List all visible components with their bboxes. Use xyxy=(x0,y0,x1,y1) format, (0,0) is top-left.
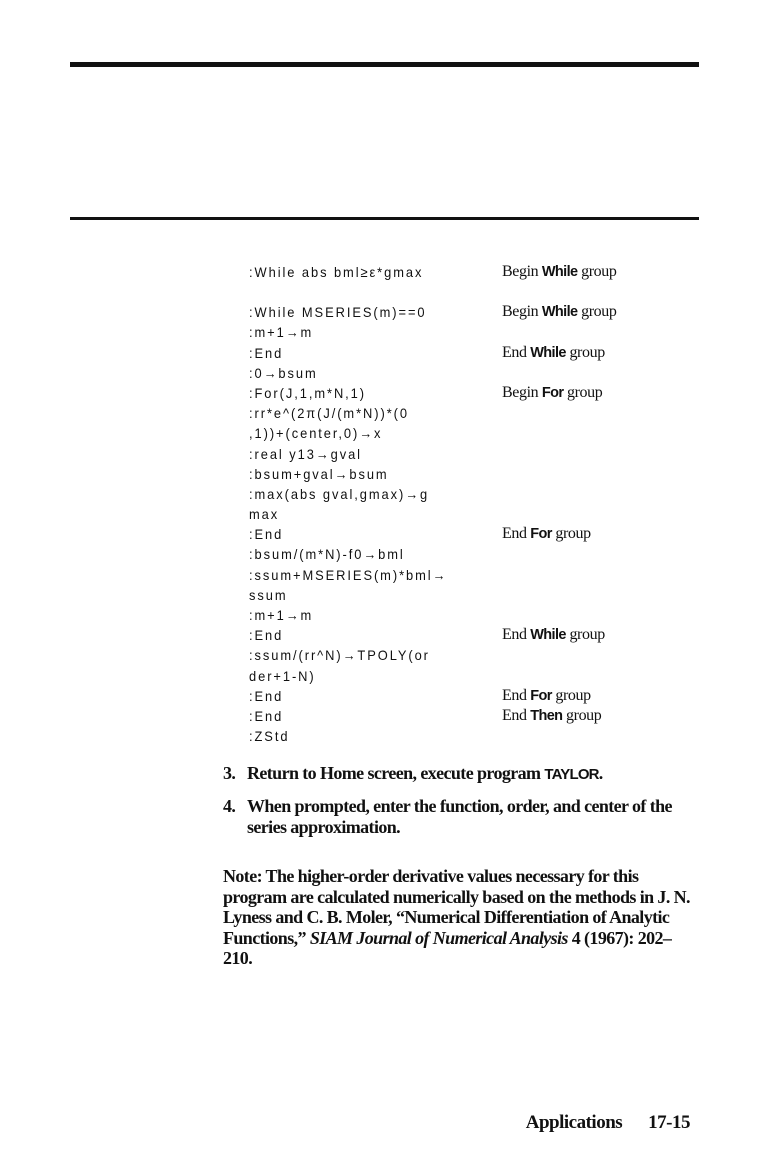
step-text: When prompted, enter the function, order, and center of the series approximation. xyxy=(247,796,672,837)
line-comment xyxy=(502,706,601,726)
program-line xyxy=(249,484,729,504)
note-label: Note: xyxy=(223,866,262,886)
program-line xyxy=(249,706,729,726)
program-line xyxy=(249,423,729,443)
line-comment xyxy=(502,343,605,363)
code-text: :ZStd xyxy=(249,728,290,745)
comment-suffix: group xyxy=(577,263,617,280)
program-line xyxy=(249,524,729,544)
code-text: ,1))+(center,0)→x xyxy=(249,425,383,442)
comment-keyword: For xyxy=(541,384,564,401)
comment-suffix: group xyxy=(577,303,617,321)
program-line xyxy=(249,645,729,665)
note-paragraph xyxy=(223,866,693,969)
comment-suffix: group xyxy=(562,706,602,724)
page-number: 17-15 xyxy=(648,1112,690,1133)
comment-prefix: End xyxy=(502,686,531,704)
comment-keyword: While xyxy=(541,304,578,321)
line-comment xyxy=(502,625,605,645)
comment-prefix: End xyxy=(502,343,531,361)
code-text: :End xyxy=(249,687,284,704)
comment-keyword: While xyxy=(530,344,566,361)
comment-keyword: Then xyxy=(530,707,563,724)
program-line xyxy=(249,565,729,585)
code-text: der+1-N) xyxy=(249,667,316,684)
code-text: :ssum+MSERIES(m)*bml→ xyxy=(249,566,448,583)
comment-suffix: group xyxy=(565,343,605,361)
code-text: :bsum+gval→bsum xyxy=(249,465,389,482)
section-rule xyxy=(70,217,699,220)
code-text: :real y13→gval xyxy=(249,445,362,462)
note-text: The higher-order derivative values necessary for this program are calculated numerically based on the methods in J. N. Lyness and C. B. Moler, “Numerical Differentiation of Analytic Functions,” xyxy=(223,866,690,948)
program-line xyxy=(249,464,729,484)
code-text: :End xyxy=(249,627,284,644)
comment-keyword: For xyxy=(530,687,552,704)
comment-prefix: Begin xyxy=(502,303,542,321)
program-line xyxy=(249,605,729,625)
program-line xyxy=(249,625,729,645)
code-text: :m+1→m xyxy=(249,324,314,341)
comment-suffix: group xyxy=(551,686,591,704)
program-line xyxy=(249,302,729,322)
program-line xyxy=(249,363,729,383)
step-number: 4. xyxy=(223,796,236,816)
comment-keyword: While xyxy=(541,264,578,280)
line-comment xyxy=(502,302,616,322)
code-text: :End xyxy=(249,344,284,361)
program-line xyxy=(249,544,729,564)
comment-prefix: End xyxy=(502,706,531,724)
comment-prefix: Begin xyxy=(502,263,542,280)
program-line xyxy=(249,444,729,464)
code-text: :While abs bml≥ε*gmax xyxy=(249,264,424,280)
line-comment xyxy=(502,686,591,706)
line-comment xyxy=(502,383,602,403)
footer-section: Applications xyxy=(525,1112,623,1133)
comment-prefix: Begin xyxy=(502,383,542,401)
comment-keyword: While xyxy=(530,627,566,644)
note-citation: 4 (1967): 202–210. xyxy=(223,927,672,968)
code-text: :max(abs gval,gmax)→g xyxy=(249,485,430,502)
code-text: :While MSERIES(m)==0 xyxy=(249,304,427,321)
program-line xyxy=(249,666,729,686)
top-rule xyxy=(70,62,699,67)
code-text: :0→bsum xyxy=(249,364,318,381)
program-line xyxy=(249,262,729,282)
comment-suffix: group xyxy=(563,383,603,401)
program-line xyxy=(249,403,729,423)
program-line xyxy=(249,504,729,524)
step-4 xyxy=(223,796,693,838)
comment-suffix: group xyxy=(551,525,591,543)
step-text-end: . xyxy=(598,763,603,783)
code-text: :rr*e^(2π(J/(m*N))*(0 xyxy=(249,405,409,422)
step-3 xyxy=(223,763,693,785)
comment-keyword: For xyxy=(530,526,552,543)
code-text: :m+1→m xyxy=(249,607,314,623)
code-text: ssum xyxy=(249,586,288,603)
step-number: 3. xyxy=(223,763,236,783)
steps-list xyxy=(223,763,693,849)
journal-title: SIAM Journal of Numerical Analysis xyxy=(309,927,568,948)
program-line xyxy=(249,585,729,605)
code-text: :ssum/(rr^N)→TPOLY(or xyxy=(249,647,430,664)
program-line xyxy=(249,383,729,403)
code-text: :End xyxy=(249,526,284,543)
program-line xyxy=(249,726,729,746)
program-listing xyxy=(249,262,729,746)
line-comment xyxy=(502,262,616,282)
code-text: max xyxy=(249,506,280,523)
code-text: :For(J,1,m*N,1) xyxy=(249,384,367,401)
step-text: Return to Home screen, execute program xyxy=(247,763,545,783)
comment-suffix: group xyxy=(565,626,605,644)
program-line xyxy=(249,322,729,342)
program-line xyxy=(249,686,729,706)
code-text: :End xyxy=(249,707,284,724)
comment-prefix: End xyxy=(502,626,531,644)
program-name: TAYLOR xyxy=(544,766,599,783)
program-line xyxy=(249,343,729,363)
comment-prefix: End xyxy=(502,525,531,543)
line-comment xyxy=(502,524,591,544)
page-footer xyxy=(526,1112,690,1134)
code-text: :bsum/(m*N)-f0→bml xyxy=(249,546,405,563)
